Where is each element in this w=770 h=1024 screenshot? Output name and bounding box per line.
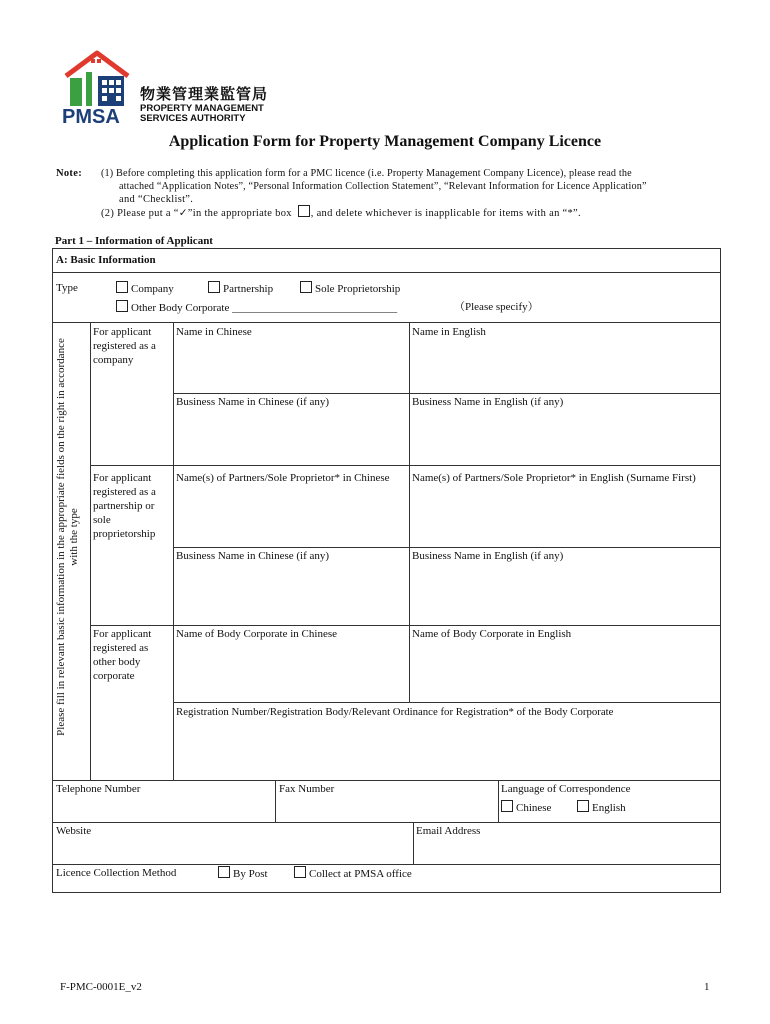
other-applicant-label: For applicant registered as other body corporate (93, 628, 152, 682)
pmsa-office-checkbox[interactable] (294, 866, 306, 878)
type-option-company[interactable] (116, 281, 174, 296)
type-label: Type (56, 282, 78, 294)
company-business-name-english[interactable]: Business Name in English (if any) (412, 396, 564, 408)
divider (52, 272, 721, 273)
partnership-business-name-chinese[interactable]: Business Name in Chinese (if any) (176, 550, 330, 562)
divider (173, 547, 721, 548)
chinese-checkbox[interactable] (501, 800, 513, 812)
company-applicant-label: For applicant registered as a company (93, 326, 156, 366)
logo-abbr: PMSA (62, 106, 120, 128)
side-instruction: Please fill in relevant basic information in the appropriate fields on the right in accordance with the type (55, 338, 80, 736)
telephone-number-field[interactable]: Telephone Number (56, 783, 141, 795)
english-checkbox[interactable] (577, 800, 589, 812)
divider (173, 702, 721, 703)
divider (173, 322, 174, 780)
divider (90, 465, 721, 466)
type-option-other-body-corporate[interactable] (116, 300, 397, 315)
note-checkbox-example (298, 205, 310, 217)
body-corporate-name-chinese[interactable]: Name of Body Corporate in Chinese (176, 628, 337, 640)
other-body-corporate-checkbox[interactable] (116, 300, 128, 312)
language-option-chinese[interactable] (501, 800, 551, 815)
partnership-applicant-label: For applicant registered as a partnership or sole proprietorship (93, 472, 156, 540)
divider (90, 322, 91, 780)
language-label: Language of Correspondence (501, 783, 631, 795)
collection-option-pmsa-office[interactable] (294, 866, 412, 881)
part1-heading: Part 1 – Information of Applicant (55, 235, 213, 247)
page-number: 1 (704, 981, 710, 993)
sole-proprietorship-label: Sole Proprietorship (315, 283, 401, 295)
english-label: English (592, 802, 626, 814)
company-label: Company (131, 283, 174, 295)
pmsa-logo (60, 50, 300, 130)
partner-names-chinese[interactable]: Name(s) of Partners/Sole Proprietor* in Chinese (176, 472, 390, 484)
note-line4 (101, 205, 581, 220)
divider (498, 780, 499, 822)
website-field[interactable]: Website (56, 825, 92, 837)
fax-number-field[interactable]: Fax Number (279, 783, 335, 795)
chinese-label: Chinese (516, 802, 552, 814)
note-line2: attached “Application Notes”, “Personal Information Collection Statement”, “Relevant Information for Licence Application” (119, 181, 647, 192)
page-title: Application Form for Property Management Company Licence (168, 133, 602, 150)
divider (52, 822, 721, 823)
type-option-sole-proprietorship[interactable] (300, 281, 400, 296)
body-corporate-name-english[interactable]: Name of Body Corporate in English (412, 628, 572, 640)
other-body-corporate-label: Other Body Corporate ______________________________ (131, 302, 398, 314)
divider (90, 625, 721, 626)
divider (52, 322, 721, 323)
by-post-label: By Post (233, 868, 268, 880)
company-checkbox[interactable] (116, 281, 128, 293)
company-name-chinese[interactable]: Name in Chinese (176, 326, 252, 338)
partner-names-english[interactable]: Name(s) of Partners/Sole Proprietor* in English (Surname First) (412, 472, 696, 484)
type-option-partnership[interactable] (208, 281, 273, 296)
house-logo-icon (62, 50, 132, 108)
note-line4-part2: , and delete whichever is inapplicable for items with an “*”. (310, 208, 581, 219)
sole-proprietorship-checkbox[interactable] (300, 281, 312, 293)
partnership-checkbox[interactable] (208, 281, 220, 293)
company-name-english[interactable]: Name in English (412, 326, 486, 338)
divider (52, 780, 721, 781)
logo-english-line2: SERVICES AUTHORITY (140, 113, 246, 124)
divider (413, 822, 414, 864)
section-a-heading: A: Basic Information (56, 254, 156, 266)
email-address-field[interactable]: Email Address (416, 825, 481, 837)
pmsa-office-label: Collect at PMSA office (309, 868, 412, 880)
registration-details[interactable]: Registration Number/Registration Body/Relevant Ordinance for Registration* of the Body Corporate (176, 706, 614, 718)
collection-option-by-post[interactable] (218, 866, 268, 881)
partnership-business-name-english[interactable]: Business Name in English (if any) (412, 550, 564, 562)
note-line1: (1) Before completing this application form for a PMC licence (i.e. Property Management Company Licence), please read the (101, 168, 632, 179)
company-business-name-chinese[interactable]: Business Name in Chinese (if any) (176, 396, 330, 408)
please-specify: （Please specify） (454, 301, 539, 313)
logo-chinese-name: 物業管理業監管局 (140, 85, 269, 103)
note-line4-part1: (2) Please put a “✓”in the appropriate box (101, 208, 292, 219)
logo-english-line1: PROPERTY MANAGEMENT (140, 103, 264, 114)
note-label: Note: (56, 168, 82, 179)
divider (409, 322, 410, 702)
note-line3: and “Checklist”. (119, 194, 194, 205)
partnership-label: Partnership (223, 283, 274, 295)
language-option-english[interactable] (577, 800, 626, 815)
divider (173, 393, 721, 394)
divider (275, 780, 276, 822)
by-post-checkbox[interactable] (218, 866, 230, 878)
collection-method-label: Licence Collection Method (56, 867, 177, 879)
form-code: F-PMC-0001E_v2 (60, 981, 142, 993)
divider (52, 864, 721, 865)
